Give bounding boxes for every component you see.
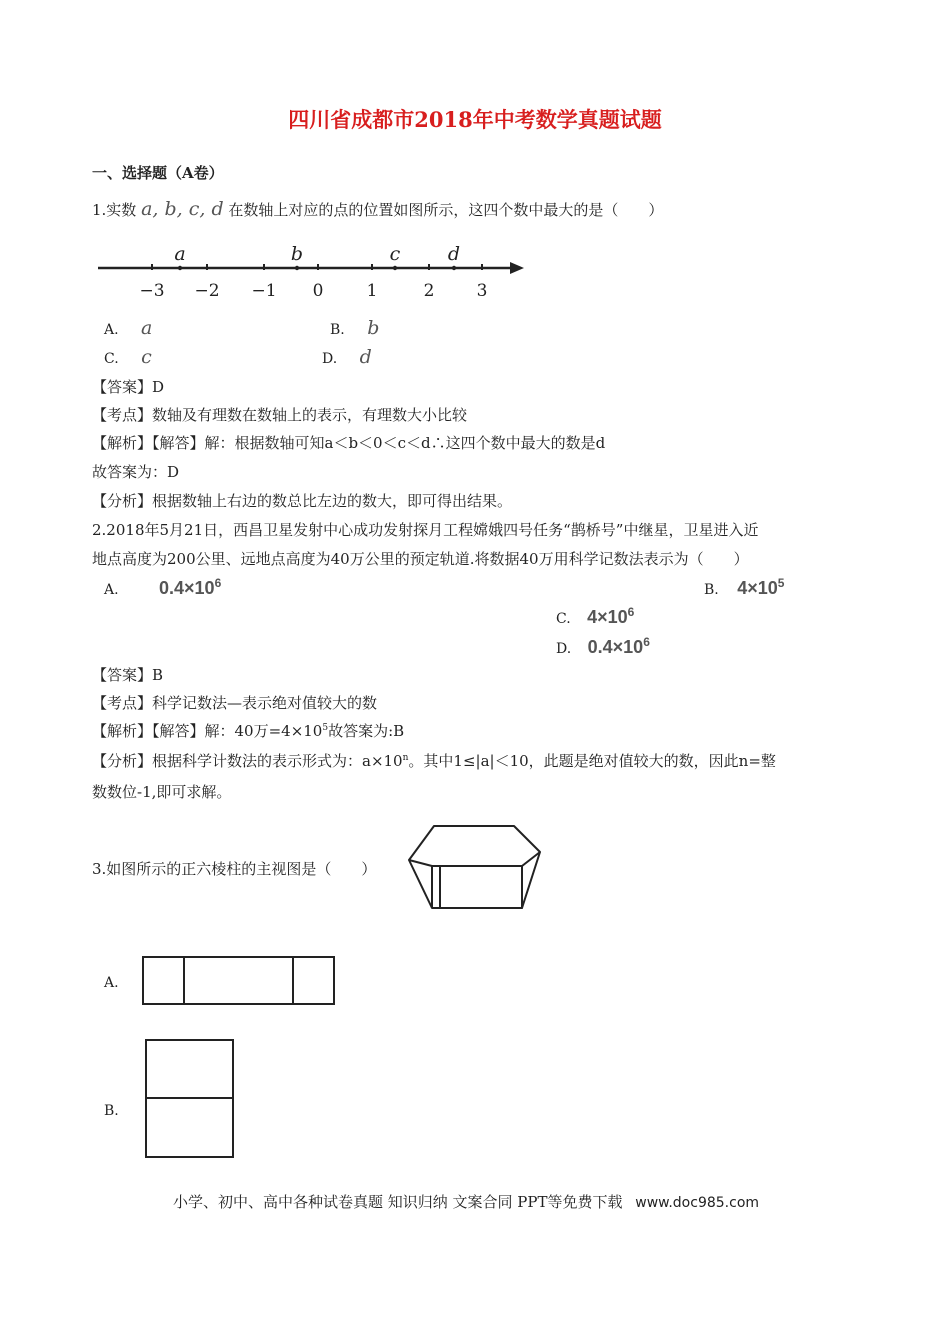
q1-option-c-letter: C. — [104, 351, 119, 367]
q2-option-d-value: $0.4\times 10^6$ — [587, 635, 650, 657]
number-line-point — [178, 266, 182, 270]
page-title: 四川省成都市2018年中考数学真题试题 — [288, 107, 662, 132]
q2-jiexi: 【解析】【解答】解：40万$=4\times 10^5$故答案为:B — [92, 722, 405, 740]
q1-option-d-letter: D. — [322, 351, 338, 367]
footer — [173, 1191, 759, 1212]
q1-kaodian: 【考点】数轴及有理数在数轴上的表示，有理数大小比较 — [92, 406, 468, 424]
q2-option-d-letter: D. — [556, 641, 572, 657]
number-line-arrow — [510, 262, 524, 274]
q2-option-c[interactable] — [556, 605, 634, 628]
q1-option-a-letter: A. — [104, 322, 119, 338]
q2-option-d[interactable] — [556, 635, 650, 658]
number-line — [92, 236, 532, 304]
footer-url[interactable]: www.doc985.com — [635, 1195, 760, 1211]
number-line-point-label: d — [447, 243, 461, 265]
q1-vars: a, b, c, d — [141, 198, 224, 220]
q1-fenxi: 【分析】根据数轴上右边的数总比左边的数大，即可得出结果。 — [92, 492, 513, 510]
number-line-point-label: c — [389, 243, 401, 265]
q1-suffix: 在数轴上对应的点的位置如图所示，这四个数中最大的是（ ） — [228, 201, 664, 219]
q1-option-b-letter: B. — [330, 322, 345, 338]
number-line-point — [452, 266, 456, 270]
q1-jiexi: 【解析】【解答】解：根据数轴可知a＜b＜0＜c＜d∴这四个数中最大的数是d — [92, 434, 606, 452]
q2-option-a[interactable] — [104, 576, 221, 599]
q1-jiexi-answer: 故答案为：D — [92, 463, 180, 481]
q1-option-c[interactable] — [104, 346, 152, 368]
q2-option-b-value: $4\times 10^5$ — [737, 576, 785, 598]
q2-stem-line2: 地点高度为200公里、远地点高度为40万公里的预定轨道.将数据40万用科学记数法表示为（ ） — [92, 550, 749, 568]
q2-option-c-letter: C. — [556, 611, 571, 627]
number-line-tick-label: −2 — [194, 281, 220, 301]
number-line-tick-label: 1 — [366, 281, 378, 301]
number-line-point-label: a — [174, 243, 186, 265]
q2-fenxi-line2: 数数位-1,即可求解。 — [92, 783, 232, 801]
number-line-tick-label: 2 — [423, 281, 435, 301]
q2-option-b-letter: B. — [704, 582, 719, 598]
q2-option-a-letter: A. — [104, 582, 119, 598]
q1-option-d-value: d — [359, 346, 372, 368]
q1-option-a[interactable] — [104, 317, 152, 339]
number-line-tick-label: 0 — [312, 281, 324, 301]
prism-top-edges — [409, 852, 540, 866]
prism-front-face — [440, 866, 522, 908]
q2-kaodian: 【考点】科学记数法—表示绝对值较大的数 — [92, 694, 378, 712]
number-line-tick-label: 3 — [476, 281, 488, 301]
q3-stem: 3.如图所示的正六棱柱的主视图是（ ） — [92, 860, 377, 878]
q3-option-a[interactable]: A. — [104, 975, 119, 991]
hexagonal-prism-figure — [404, 818, 544, 914]
number-line-point — [393, 266, 397, 270]
footer-text: 小学、初中、高中各种试卷真题 知识归纳 文案合同 PPT等免费下载 — [173, 1193, 623, 1211]
q1-option-c-value: c — [141, 346, 152, 368]
q3-option-b[interactable]: B. — [104, 1103, 119, 1119]
number-line-point — [295, 266, 299, 270]
q1-answer: 【答案】D — [92, 378, 165, 396]
q1-option-d[interactable] — [322, 346, 372, 368]
number-line-point-label: b — [290, 243, 304, 265]
q1-option-b-value: b — [367, 317, 380, 339]
q1-option-b[interactable] — [330, 317, 379, 339]
q1-option-a-value: a — [141, 317, 153, 339]
section-header: 一、选择题（A卷） — [92, 164, 224, 182]
q1-prefix: 1.实数 — [92, 201, 137, 219]
q2-fenxi: 【分析】根据科学计数法的表示形式为：$a\times 10^n$。其中1≤|a|＜10，此题是绝对值较大的数，因此n=整 — [92, 752, 776, 770]
q3-option-b-figure[interactable] — [144, 1038, 236, 1160]
number-line-tick-label: −1 — [251, 281, 277, 301]
q2-option-b[interactable] — [704, 576, 784, 599]
q2-stem-line1: 2.2018年5月21日，西昌卫星发射中心成功发射探月工程嫦娥四号任务“鹊桥号”中继星，卫星进入近 — [92, 521, 759, 539]
q2-option-a-value: $0.4\times 10^6$ — [159, 576, 222, 598]
number-line-tick-label: −3 — [139, 281, 165, 301]
q3-option-a-figure[interactable] — [141, 955, 337, 1007]
q2-answer: 【答案】B — [92, 666, 164, 684]
q1-stem — [92, 198, 663, 220]
q2-option-c-value: $4\times 10^6$ — [587, 605, 635, 627]
